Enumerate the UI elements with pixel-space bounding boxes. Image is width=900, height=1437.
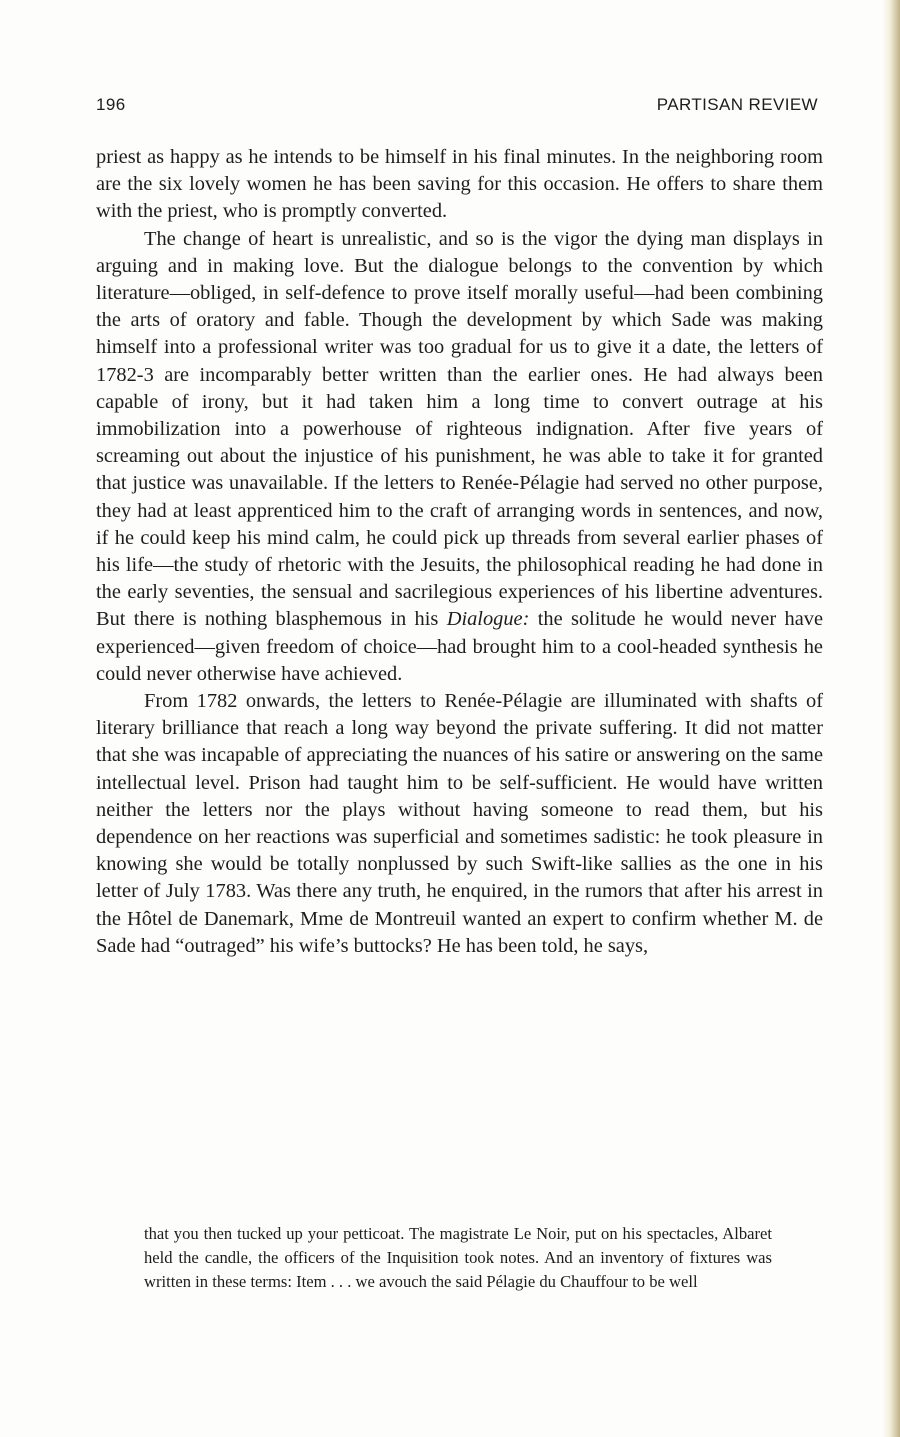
page-edge-shadow <box>882 0 900 1437</box>
book-title-dialogue: Dialogue: <box>446 608 530 631</box>
body-text <box>96 144 823 960</box>
paragraph-2-text: The change of heart is unrealistic, and so is the vigor the dying man displays in arguing and in making love. But the dialogue belongs to the convention by which literature—obliged, in self-defence to prove itself morally useful—had been combining the arts of oratory and fable. Though the development by which Sade was making himself into a professional writer was too gradual for us to give it a date, the letters of 1782-3 are incomparably better written than the earlier ones. He had always been capable of irony, but it had taken him a long time to convert outrage at his immobilization into a powerhouse of righteous indignation. After five years of screaming out about the injustice of his punishment, he was able to take it for granted that justice was unavailable. If the letters to Renée-Pélagie had served no other purpose, they had at least apprenticed him to the craft of arranging words in sentences, and now, if he could keep his mind calm, he could pick up threads from several earlier phases of his life—the study of rhetoric with the Jesuits, the philosophical reading he had done in the early seventies, the sensual and sacrilegious experiences of his libertine adventures. But there is nothing blasphemous in his <box>96 227 823 631</box>
paragraph-1: priest as happy as he intends to be himself in his final minutes. In the neighboring room are the six lovely women he has been saving for this occasion. He offers to share them with the priest, who is promptly converted. <box>96 146 823 223</box>
block-quote <box>144 1222 772 1295</box>
paragraph-2 <box>96 226 823 688</box>
paragraph-2-end: the solitude he would never have experienced—given freedom of choice—had brought him to a cool-headed synthesis he could never otherwise have achieved. <box>96 608 823 685</box>
block-quote-text: that you then tucked up your petticoat. The magistrate Le Noir, put on his spectacles, Albaret held the candle, the officers of the Inquisition took notes. And an inventory of fixtures was written in these terms: Item . . . we avouch the said Pélagie du Chauffour to be well <box>144 1224 772 1292</box>
page-header <box>96 95 818 119</box>
paragraph-3: From 1782 onwards, the letters to Renée-Pélagie are illuminated with shafts of literary brilliance that reach a long way beyond the private suffering. It did not matter that she was incapable of appreciating the nuances of his satire or answering on the same intellectual level. Prison had taught him to be self-sufficient. He would have written neither the letters nor the plays without having someone to read them, but his dependence on her reactions was superficial and sometimes sadistic: he took pleasure in knowing she would be totally nonplussed by such Swift-like sallies as the one in his letter of July 1783. Was there any truth, he enquired, in the rumors that after his arrest in the Hôtel de Danemark, Mme de Montreuil wanted an expert to confirm whether M. de Sade had “outraged” his wife’s buttocks? He has been told, he says, <box>96 690 823 957</box>
page-number: 196 <box>96 95 126 114</box>
running-head: PARTISAN REVIEW <box>656 95 818 114</box>
